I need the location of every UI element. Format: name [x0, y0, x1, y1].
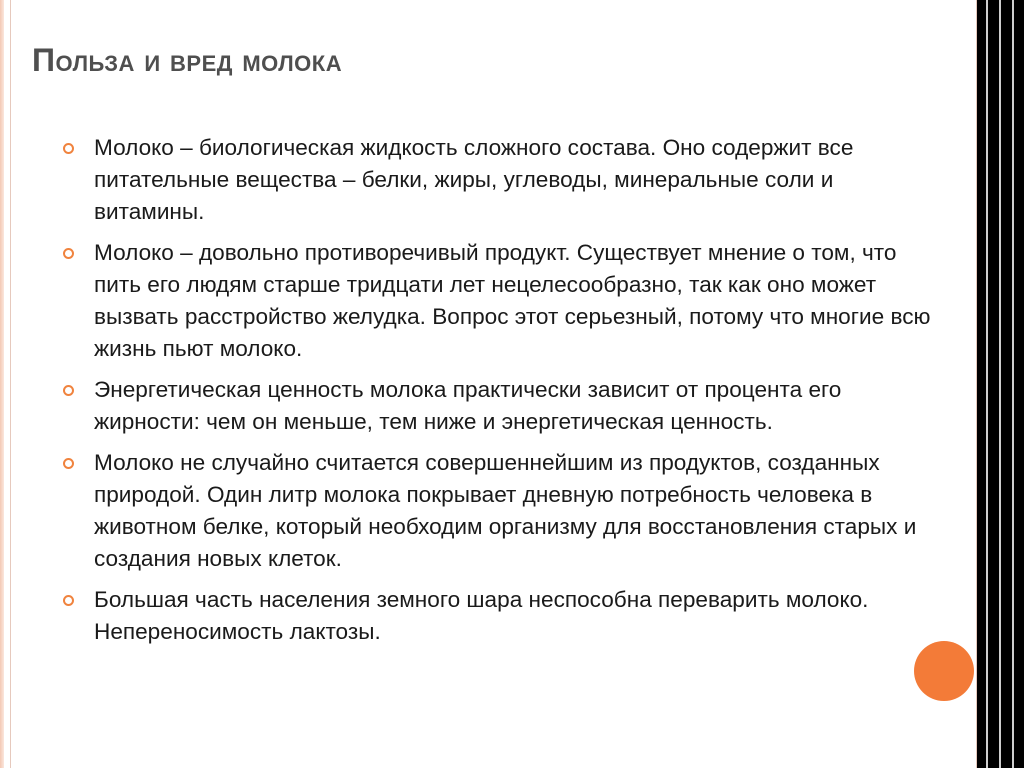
bullet-text: Большая часть населения земного шара неспособна переварить молоко. Непереносимость лактозы. — [94, 587, 869, 644]
bullet-item — [62, 584, 932, 648]
right-band-stripe — [986, 0, 988, 768]
bullet-text: Молоко – биологическая жидкость сложного состава. Оно содержит все питательные вещества – белки, жиры, углеводы, минеральные соли и витамины. — [94, 135, 854, 224]
ring-bullet-icon — [63, 143, 74, 154]
orange-circle-decoration — [914, 641, 974, 701]
ring-bullet-icon — [63, 458, 74, 469]
bullet-item — [62, 237, 932, 365]
bullet-list — [62, 132, 932, 657]
slide-title: Польза и вред молока — [32, 42, 343, 78]
ring-bullet-icon — [63, 595, 74, 606]
right-band-stripe — [999, 0, 1001, 768]
bullet-text: Молоко – довольно противоречивый продукт. Существует мнение о том, что пить его людям старше тридцати лет нецелесообразно, так как оно может вызвать расстройство желудка. Вопрос этот серьезный, потому что многие всю жизнь пьют молоко. — [94, 240, 931, 361]
ring-bullet-icon — [63, 248, 74, 259]
right-band-decoration — [977, 0, 1024, 768]
bullet-item — [62, 374, 932, 438]
right-band-stripe — [1012, 0, 1014, 768]
ring-bullet-icon — [63, 385, 74, 396]
left-edge-decoration — [0, 0, 4, 768]
bullet-text: Энергетическая ценность молока практически зависит от процента его жирности: чем он меньше, тем ниже и энергетическая ценность. — [94, 377, 842, 434]
bullet-text: Молоко не случайно считается совершеннейшим из продуктов, созданных природой. Один литр молока покрывает дневную потребность человека в животном белке, который необходим организму для восстановления старых и создания новых клеток. — [94, 450, 917, 571]
bullet-item — [62, 132, 932, 228]
bullet-item — [62, 447, 932, 575]
